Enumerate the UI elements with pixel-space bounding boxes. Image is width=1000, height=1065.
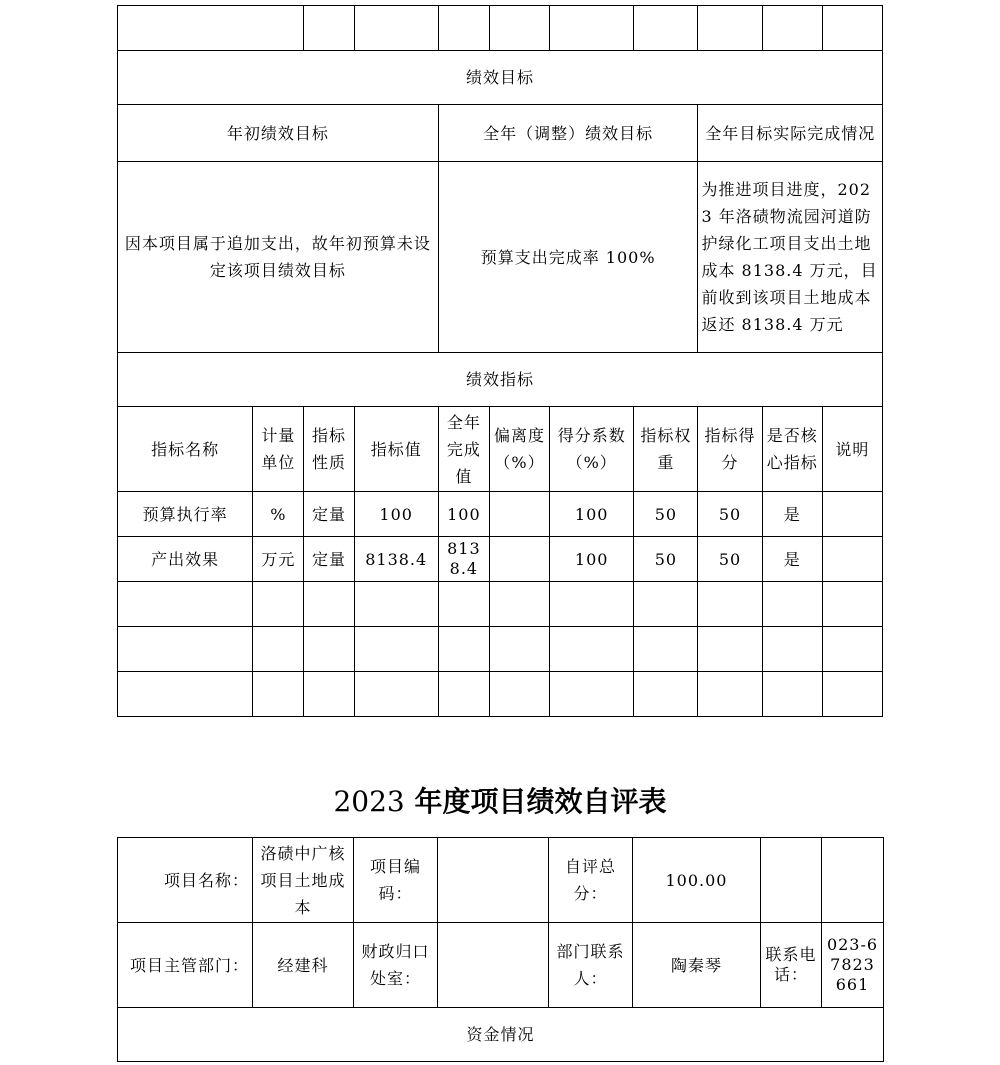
- header-cell: 说明: [822, 407, 882, 492]
- table-cell: 100: [550, 537, 634, 582]
- project-summary-table: [117, 837, 884, 1062]
- table-cell: [762, 6, 822, 51]
- table-cell: [634, 672, 698, 717]
- table-row: [118, 923, 884, 1008]
- document-title: [0, 782, 1000, 822]
- score-value: 100.00: [633, 838, 761, 923]
- table-cell: 100: [354, 492, 438, 537]
- table-cell: [304, 672, 354, 717]
- table-cell: [550, 627, 634, 672]
- table-cell: [762, 672, 822, 717]
- table-cell: 50: [634, 537, 698, 582]
- table-cell: 100: [438, 492, 489, 537]
- table-cell: [354, 6, 438, 51]
- table-cell: [304, 6, 354, 51]
- table-row: [118, 353, 883, 407]
- table-cell: [550, 582, 634, 627]
- table-cell: [489, 492, 549, 537]
- header-cell: 得分系数（%）: [550, 407, 634, 492]
- table-cell: [304, 627, 354, 672]
- table-cell: [489, 627, 549, 672]
- table-cell: 50: [698, 492, 762, 537]
- table-cell: 万元: [253, 537, 304, 582]
- table-cell: [489, 6, 549, 51]
- table-cell: [438, 6, 489, 51]
- table-cell: [438, 627, 489, 672]
- table-cell: [304, 582, 354, 627]
- table-cell: [822, 672, 882, 717]
- table-cell: [762, 582, 822, 627]
- table-cell: [550, 6, 634, 51]
- performance-goals-table: [117, 5, 883, 717]
- table-row: [118, 838, 884, 923]
- header-cell: 是否核心指标: [762, 407, 822, 492]
- table-row: [118, 582, 883, 627]
- table-cell: [118, 6, 304, 51]
- score-label: 自评总分：: [549, 838, 633, 923]
- table-row: [118, 537, 883, 582]
- table-cell: [118, 582, 253, 627]
- project-name-value: 洛碛中广核项目土地成本: [253, 838, 354, 923]
- indicator-header-row: [118, 407, 883, 492]
- table-cell: [634, 627, 698, 672]
- header-cell: 指标性质: [304, 407, 354, 492]
- table-cell: [761, 838, 822, 923]
- table-row: [118, 162, 883, 353]
- header-cell: 指标名称: [118, 407, 253, 492]
- table-cell: [822, 537, 882, 582]
- table-cell: [489, 582, 549, 627]
- table-cell: [489, 537, 549, 582]
- table-cell: [354, 672, 438, 717]
- table-cell: [634, 6, 698, 51]
- dept-label: 项目主管部门：: [118, 923, 253, 1008]
- adjusted-goal-text: 预算支出完成率 100%: [438, 162, 698, 353]
- table-cell: [698, 6, 762, 51]
- table-cell: 100: [550, 492, 634, 537]
- header-cell: 指标权重: [634, 407, 698, 492]
- document-title-year: 2023: [333, 785, 405, 818]
- header-cell: 全年完成值: [438, 407, 489, 492]
- table-row: [118, 6, 883, 51]
- header-cell: 指标值: [354, 407, 438, 492]
- funds-section-title: 资金情况: [118, 1008, 884, 1062]
- table-cell: [762, 627, 822, 672]
- table-cell: [822, 838, 884, 923]
- finance-label: 财政归口处室：: [354, 923, 438, 1008]
- goals-section-title: 绩效目标: [118, 51, 883, 105]
- table-cell: 定量: [304, 492, 354, 537]
- table-cell: %: [253, 492, 304, 537]
- table-cell: [253, 627, 304, 672]
- table-cell: 8138.4: [354, 537, 438, 582]
- table-cell: [438, 582, 489, 627]
- table-cell: 定量: [304, 537, 354, 582]
- dept-value: 经建科: [253, 923, 354, 1008]
- actual-completion-text: 为推进项目进度，2023 年洛碛物流园河道防护绿化工项目支出土地成本 8138.4 万元，目前收到该项目土地成本返还 8138.4 万元: [698, 162, 883, 353]
- table-cell: [822, 6, 882, 51]
- table-cell: [822, 627, 882, 672]
- table-cell: [634, 582, 698, 627]
- document-title-text: 年度项目绩效自评表: [404, 785, 667, 818]
- col-actual-completion: 全年目标实际完成情况: [698, 105, 883, 162]
- header-cell: 指标得分: [698, 407, 762, 492]
- table-cell: 是: [762, 492, 822, 537]
- table-cell: [438, 672, 489, 717]
- col-adjusted-goal: 全年（调整）绩效目标: [438, 105, 698, 162]
- table-row: [118, 51, 883, 105]
- table-row: [118, 492, 883, 537]
- indicators-section-title: 绩效指标: [118, 353, 883, 407]
- table-cell: 预算执行率: [118, 492, 253, 537]
- project-code-label: 项目编码：: [354, 838, 438, 923]
- table-cell: 产出效果: [118, 537, 253, 582]
- project-code-value: [438, 838, 549, 923]
- phone-label: 联系电话：: [761, 923, 822, 1008]
- table-cell: [822, 492, 882, 537]
- table-row: [118, 105, 883, 162]
- finance-value: [438, 923, 549, 1008]
- contact-value: 陶秦琴: [633, 923, 761, 1008]
- project-name-label: 项目名称：: [118, 838, 253, 923]
- table-cell: 50: [634, 492, 698, 537]
- table-cell: [118, 627, 253, 672]
- table-cell: 是: [762, 537, 822, 582]
- table-cell: [550, 672, 634, 717]
- table-cell: 8138.4: [438, 537, 489, 582]
- table-cell: [698, 627, 762, 672]
- table-row: [118, 627, 883, 672]
- table-cell: [354, 627, 438, 672]
- initial-goal-text: 因本项目属于追加支出，故年初预算未设定该项目绩效目标: [118, 162, 439, 353]
- table-cell: [822, 582, 882, 627]
- table-cell: [253, 672, 304, 717]
- phone-value: 023-67823661: [822, 923, 884, 1008]
- header-cell: 计量单位: [253, 407, 304, 492]
- table-row: [118, 672, 883, 717]
- table-row: [118, 1008, 884, 1062]
- table-cell: [698, 582, 762, 627]
- table-cell: [354, 582, 438, 627]
- table-cell: 50: [698, 537, 762, 582]
- table-cell: [118, 672, 253, 717]
- col-initial-goal: 年初绩效目标: [118, 105, 439, 162]
- table-cell: [489, 672, 549, 717]
- contact-label: 部门联系人：: [549, 923, 633, 1008]
- table-cell: [698, 672, 762, 717]
- header-cell: 偏离度（%）: [489, 407, 549, 492]
- table-cell: [253, 582, 304, 627]
